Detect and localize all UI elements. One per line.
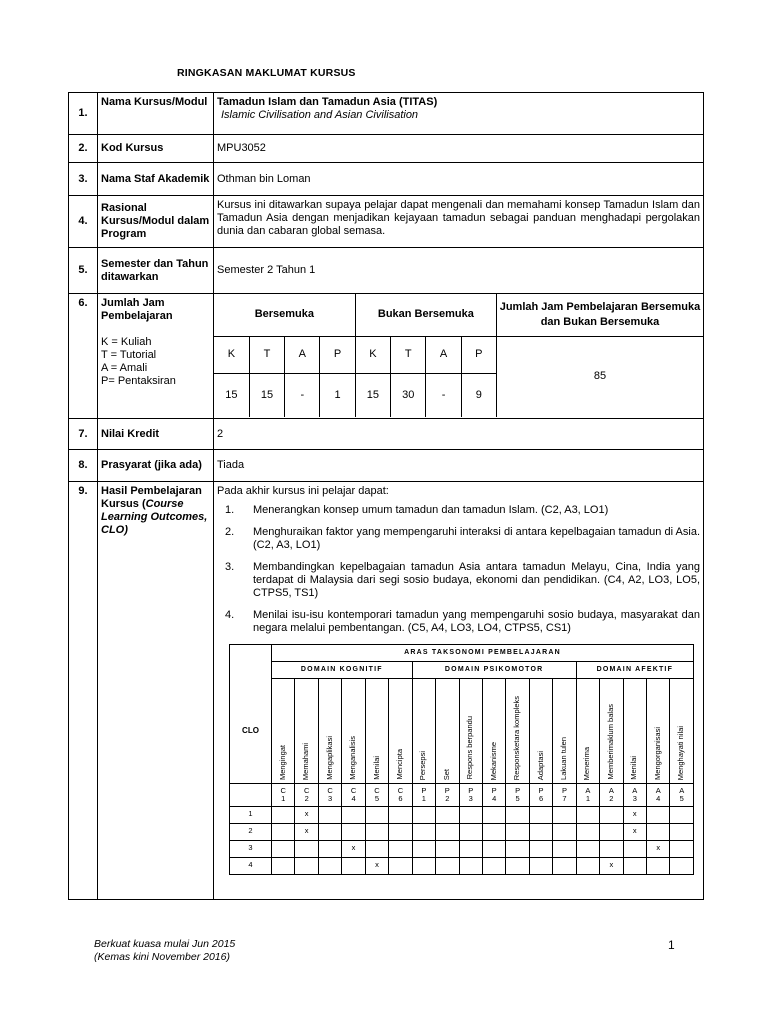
taxonomy-mark bbox=[318, 857, 341, 874]
taxonomy-mark bbox=[295, 857, 318, 874]
taxonomy-code: P 1 bbox=[412, 783, 435, 806]
taxonomy-level: Memahami bbox=[295, 678, 318, 783]
taxonomy-code: C 1 bbox=[272, 783, 295, 806]
taxonomy-mark bbox=[670, 840, 694, 857]
hours-value: 15 bbox=[214, 373, 249, 417]
taxonomy-mark bbox=[342, 823, 365, 840]
taxonomy-code: P 3 bbox=[459, 783, 482, 806]
taxonomy-mark bbox=[576, 857, 599, 874]
taxonomy-mark bbox=[623, 840, 646, 857]
taxonomy-mark bbox=[670, 823, 694, 840]
taxonomy-code: P 5 bbox=[506, 783, 529, 806]
row-number: 2. bbox=[69, 135, 98, 163]
clo-item: 1. Menerangkan konsep umum tamadun dan tamadun Islam. (C2, A3, LO1) bbox=[225, 503, 609, 516]
taxonomy-row bbox=[230, 806, 694, 823]
clo-number: 3 bbox=[230, 840, 272, 857]
taxonomy-mark bbox=[412, 806, 435, 823]
taxonomy-mark bbox=[342, 806, 365, 823]
taxonomy-mark bbox=[529, 857, 552, 874]
taxonomy-mark bbox=[647, 806, 670, 823]
taxonomy-code: A 1 bbox=[576, 783, 599, 806]
taxonomy-mark bbox=[436, 857, 459, 874]
taxonomy-mark bbox=[365, 840, 388, 857]
row-label: Nilai Kredit bbox=[98, 419, 214, 450]
hours-value: 15 bbox=[249, 373, 284, 417]
hours-type-header: A bbox=[426, 336, 461, 373]
row-number: 7. bbox=[69, 419, 98, 450]
taxonomy-mark bbox=[529, 806, 552, 823]
hours-type-header: K bbox=[214, 336, 249, 373]
taxonomy-code: P 7 bbox=[553, 783, 576, 806]
taxonomy-mark: x bbox=[623, 806, 646, 823]
taxonomy-level: Mencipta bbox=[389, 678, 412, 783]
hours-legend bbox=[98, 335, 213, 388]
taxonomy-mark: x bbox=[295, 806, 318, 823]
credit-value: 2 bbox=[214, 419, 704, 450]
taxonomy-mark bbox=[506, 806, 529, 823]
row-number: 1. bbox=[69, 93, 98, 135]
taxonomy-mark bbox=[576, 806, 599, 823]
row-course-code bbox=[69, 135, 704, 163]
face-to-face-header: Bersemuka bbox=[214, 294, 355, 336]
taxonomy-code: A 2 bbox=[600, 783, 623, 806]
taxonomy-mark bbox=[482, 857, 505, 874]
taxonomy-mark bbox=[412, 857, 435, 874]
row-number: 9. bbox=[69, 482, 98, 900]
taxonomy-row bbox=[230, 840, 694, 857]
taxonomy-mark bbox=[459, 840, 482, 857]
academic-staff-name: Othman bin Loman bbox=[214, 163, 704, 196]
row-label: Jumlah Jam Pembelajaran bbox=[101, 297, 173, 322]
clo-number: 4 bbox=[230, 857, 272, 874]
taxonomy-mark bbox=[529, 840, 552, 857]
domain-header: DOMAIN PSIKOMOTOR bbox=[412, 661, 576, 678]
row-label: Prasyarat (jika ada) bbox=[98, 450, 214, 482]
taxonomy-mark bbox=[318, 806, 341, 823]
row-number: 4. bbox=[69, 196, 98, 248]
taxonomy-level: Mengaplikasi bbox=[318, 678, 341, 783]
taxonomy-mark bbox=[389, 806, 412, 823]
taxonomy-mark bbox=[295, 840, 318, 857]
taxonomy-mark: x bbox=[623, 823, 646, 840]
row-label: Hasil Pembelajaran Kursus (Course Learning Outcomes, CLO) bbox=[98, 482, 214, 900]
taxonomy-code: P 4 bbox=[482, 783, 505, 806]
taxonomy-title: ARAS TAKSONOMI PEMBELAJARAN bbox=[272, 644, 694, 661]
taxonomy-level: Menilai bbox=[365, 678, 388, 783]
clo-item: 4. Menilai isu-isu kontemporari tamadun yang mempengaruhi sosio budaya, masyarakat dan negara melalui pembentangan. (C5, A4, LO3, LO4, CTPS5, CS1) bbox=[225, 608, 700, 634]
taxonomy-mark bbox=[482, 840, 505, 857]
clo-item: 3. Membandingkan kepelbagaian tamadun Asia antara tamadun Melayu, Cina, India yang terdapat di Malaysia dari segi sosio budaya, ekonomi dan pendidikan. (C4, A2, LO3, LO5, CTPS5, TS1) bbox=[225, 560, 700, 599]
taxonomy-level: Lakuan tulen bbox=[553, 678, 576, 783]
clo-number: 2 bbox=[230, 823, 272, 840]
taxonomy-mark bbox=[436, 806, 459, 823]
taxonomy-level: Set bbox=[436, 678, 459, 783]
taxonomy-mark: x bbox=[295, 823, 318, 840]
taxonomy-table bbox=[229, 644, 694, 875]
taxonomy-level: Respons berpandu bbox=[459, 678, 482, 783]
taxonomy-code: C 6 bbox=[389, 783, 412, 806]
footer-updated-date: (Kemas kini November 2016) bbox=[94, 951, 230, 964]
taxonomy-mark bbox=[600, 806, 623, 823]
row-number: 8. bbox=[69, 450, 98, 482]
hours-type-header: P bbox=[320, 336, 355, 373]
taxonomy-code: A 5 bbox=[670, 783, 694, 806]
row-number: 6. bbox=[69, 294, 98, 419]
taxonomy-mark bbox=[342, 857, 365, 874]
taxonomy-mark: x bbox=[342, 840, 365, 857]
taxonomy-level: Responsketara kompleks bbox=[506, 678, 529, 783]
taxonomy-mark bbox=[553, 823, 576, 840]
hours-value: 15 bbox=[355, 373, 390, 417]
taxonomy-code: C 3 bbox=[318, 783, 341, 806]
taxonomy-mark bbox=[553, 840, 576, 857]
footer-effective-date: Berkuat kuasa mulai Jun 2015 bbox=[94, 938, 236, 950]
hours-type-header: T bbox=[391, 336, 426, 373]
hours-type-header: T bbox=[249, 336, 284, 373]
row-label: Kod Kursus bbox=[98, 135, 214, 163]
taxonomy-code: P 6 bbox=[529, 783, 552, 806]
taxonomy-code: P 2 bbox=[436, 783, 459, 806]
code-spacer bbox=[230, 783, 272, 806]
taxonomy-mark bbox=[436, 823, 459, 840]
taxonomy-mark bbox=[389, 823, 412, 840]
clo-column-header: CLO bbox=[230, 678, 272, 783]
taxonomy-mark bbox=[365, 823, 388, 840]
hours-grid bbox=[214, 294, 703, 417]
clo-number: 1 bbox=[230, 806, 272, 823]
taxonomy-level: Persepsi bbox=[412, 678, 435, 783]
clo-header-spacer bbox=[230, 661, 272, 678]
taxonomy-mark bbox=[553, 806, 576, 823]
hours-value: - bbox=[285, 373, 320, 417]
course-code: MPU3052 bbox=[214, 135, 704, 163]
taxonomy-mark bbox=[459, 857, 482, 874]
taxonomy-mark bbox=[576, 823, 599, 840]
taxonomy-level: Menghayati nilai bbox=[670, 678, 694, 783]
taxonomy-mark bbox=[506, 857, 529, 874]
legend-item: T = Tutorial bbox=[101, 348, 157, 361]
taxonomy-level: Memberimaklum balas bbox=[600, 678, 623, 783]
taxonomy-code: A 4 bbox=[647, 783, 670, 806]
row-prerequisite bbox=[69, 450, 704, 482]
taxonomy-code: C 4 bbox=[342, 783, 365, 806]
hours-type-header: K bbox=[355, 336, 390, 373]
taxonomy-mark bbox=[576, 840, 599, 857]
taxonomy-mark bbox=[647, 823, 670, 840]
row-course-name bbox=[69, 93, 704, 135]
course-name-english: Islamic Civilisation and Asian Civilisation bbox=[221, 108, 419, 121]
footer bbox=[94, 938, 235, 964]
taxonomy-mark bbox=[272, 857, 295, 874]
taxonomy-code: A 3 bbox=[623, 783, 646, 806]
hours-value: - bbox=[426, 373, 461, 417]
course-info-table bbox=[68, 92, 704, 900]
legend-item: K = Kuliah bbox=[101, 336, 152, 348]
taxonomy-mark bbox=[412, 840, 435, 857]
legend-item: P= Pentaksiran bbox=[101, 374, 176, 387]
non-face-to-face-header: Bukan Bersemuka bbox=[355, 294, 496, 336]
row-number: 3. bbox=[69, 163, 98, 196]
total-hours-header: Jumlah Jam Pembelajaran Bersemuka dan Bukan Bersemuka bbox=[497, 294, 704, 336]
taxonomy-code: C 5 bbox=[365, 783, 388, 806]
taxonomy-mark bbox=[459, 823, 482, 840]
row-credit bbox=[69, 419, 704, 450]
row-rationale bbox=[69, 196, 704, 248]
taxonomy-mark bbox=[365, 806, 388, 823]
taxonomy-code: C 2 bbox=[295, 783, 318, 806]
taxonomy-level: Mengorganisasi bbox=[647, 678, 670, 783]
taxonomy-mark bbox=[506, 823, 529, 840]
clo-item: 2. Menghuraikan faktor yang mempengaruhi interaksi di antara kepelbagaian tamadun di Asia. (C2, A3, LO1) bbox=[225, 525, 700, 551]
rationale-text: Kursus ini ditawarkan supaya pelajar dapat mengenali dan memahami konsep Tamadun Islam dan Tamadun Asia dengan menjadikan kejayaan tamadun sebagai panduan menghadapi pergolakan dunia dan cabaran global semasa. bbox=[214, 196, 704, 248]
total-hours-value: 85 bbox=[497, 336, 704, 417]
taxonomy-mark bbox=[389, 840, 412, 857]
domain-header: DOMAIN KOGNITIF bbox=[272, 661, 413, 678]
row-academic-staff bbox=[69, 163, 704, 196]
row-learning-outcomes bbox=[69, 482, 704, 900]
taxonomy-mark bbox=[482, 823, 505, 840]
taxonomy-level: Mekanisme bbox=[482, 678, 505, 783]
taxonomy-mark bbox=[436, 840, 459, 857]
taxonomy-row bbox=[230, 823, 694, 840]
semester-value: Semester 2 Tahun 1 bbox=[214, 248, 704, 294]
taxonomy-mark bbox=[600, 823, 623, 840]
hours-value: 9 bbox=[461, 373, 496, 417]
taxonomy-level: Menerima bbox=[576, 678, 599, 783]
taxonomy-mark bbox=[529, 823, 552, 840]
taxonomy-row bbox=[230, 857, 694, 874]
taxonomy-mark bbox=[623, 857, 646, 874]
course-name: Tamadun Islam dan Tamadun Asia (TITAS) bbox=[217, 96, 438, 108]
prerequisite-value: Tiada bbox=[214, 450, 704, 482]
taxonomy-level: Menganalisis bbox=[342, 678, 365, 783]
page-number: 1 bbox=[668, 938, 675, 952]
document-title: RINGKASAN MAKLUMAT KURSUS bbox=[177, 67, 356, 79]
row-label: Nama Kursus/Modul bbox=[98, 93, 214, 135]
taxonomy-mark bbox=[318, 840, 341, 857]
taxonomy-mark bbox=[272, 806, 295, 823]
clo-list bbox=[217, 504, 700, 635]
taxonomy-level: Adaptasi bbox=[529, 678, 552, 783]
taxonomy-mark bbox=[272, 840, 295, 857]
row-label: Nama Staf Akademik bbox=[98, 163, 214, 196]
taxonomy-level: Mengingat bbox=[272, 678, 295, 783]
taxonomy-mark: x bbox=[365, 857, 388, 874]
taxonomy-mark bbox=[389, 857, 412, 874]
taxonomy-mark bbox=[272, 823, 295, 840]
taxonomy-level: Menilai bbox=[623, 678, 646, 783]
row-number: 5. bbox=[69, 248, 98, 294]
clo-header-spacer bbox=[230, 644, 272, 661]
taxonomy-mark bbox=[506, 840, 529, 857]
taxonomy-mark bbox=[670, 857, 694, 874]
legend-item: A = Amali bbox=[101, 361, 148, 374]
taxonomy-mark bbox=[482, 806, 505, 823]
taxonomy-mark bbox=[459, 806, 482, 823]
hours-value: 30 bbox=[391, 373, 426, 417]
domain-header: DOMAIN AFEKTIF bbox=[576, 661, 693, 678]
taxonomy-mark bbox=[670, 806, 694, 823]
row-label: Rasional Kursus/Modul dalam Program bbox=[98, 196, 214, 248]
hours-value: 1 bbox=[320, 373, 355, 417]
taxonomy-mark bbox=[600, 840, 623, 857]
taxonomy-mark: x bbox=[600, 857, 623, 874]
hours-type-header: P bbox=[461, 336, 496, 373]
row-learning-hours bbox=[69, 294, 704, 419]
clo-intro: Pada akhir kursus ini pelajar dapat: bbox=[217, 485, 389, 497]
row-label: Semester dan Tahun ditawarkan bbox=[98, 248, 214, 294]
taxonomy-mark: x bbox=[647, 840, 670, 857]
taxonomy-mark bbox=[553, 857, 576, 874]
taxonomy-mark bbox=[318, 823, 341, 840]
hours-type-header: A bbox=[285, 336, 320, 373]
taxonomy-mark bbox=[647, 857, 670, 874]
row-semester bbox=[69, 248, 704, 294]
taxonomy-mark bbox=[412, 823, 435, 840]
